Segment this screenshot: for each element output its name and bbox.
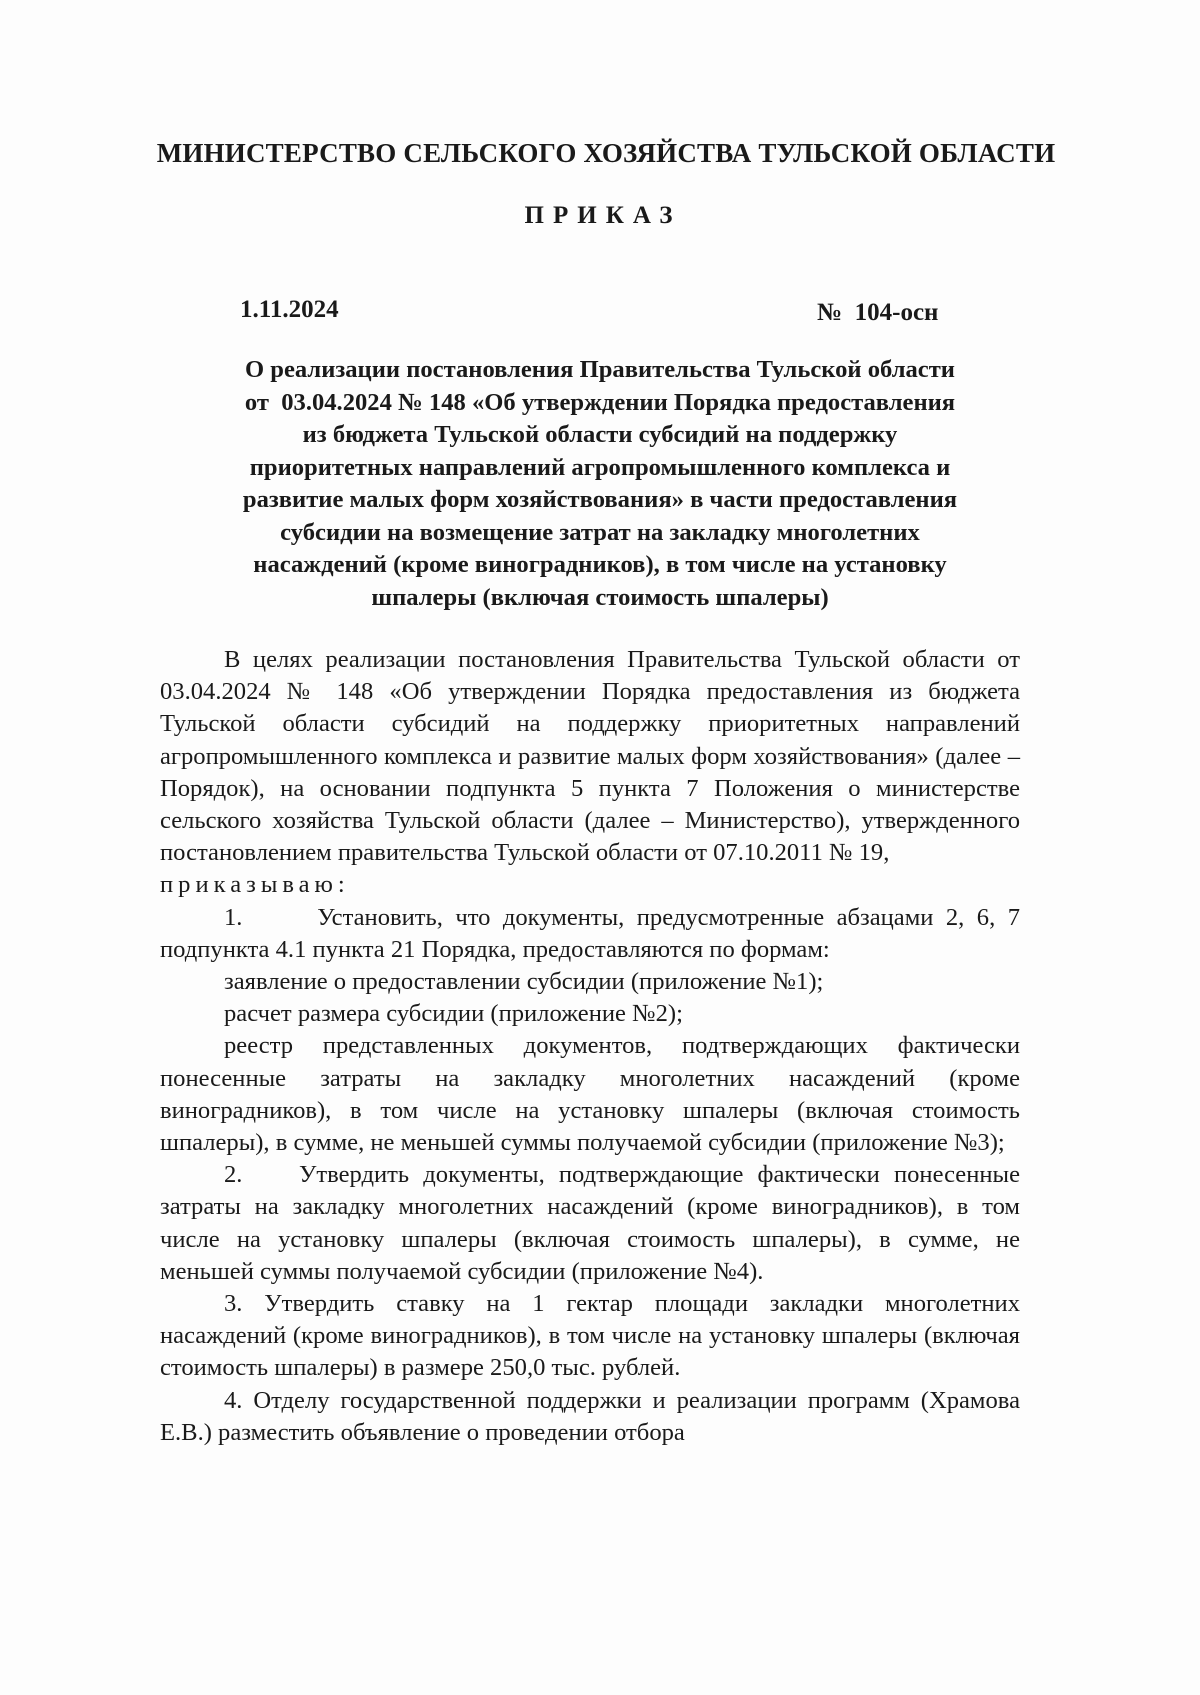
order-directive (160, 869, 1020, 901)
item-4 (160, 1385, 1020, 1449)
order-date: 1.11.2024 (240, 296, 339, 323)
item-1-form-3-text: реестр представленных документов, подтверждающих фактически понесенные затраты на закладку многолетних насаждений (кроме виноградников), в том числе на установку шпалеры (включая стоимость шпалеры), в сумме, не меньшей суммы получаемой субсидии (приложение №3); (160, 1032, 1020, 1157)
ministry-name: МИНИСТЕРСТВО СЕЛЬСКОГО ХОЗЯЙСТВА ТУЛЬСКОЙ ОБЛАСТИ (156, 138, 1056, 168)
order-number-text: № 104-осн (817, 299, 939, 326)
subject-line: субсидии на возмещение затрат на закладку многолетних (280, 518, 920, 546)
preamble-text: В целях реализации постановления Правительства Тульской области от 03.04.2024 № 148 «Об утверждении Порядка предоставления из бюджета Тульской области субсидий на поддержку приоритетных направлений агропромышленного комплекса и развитие малых форм хозяйствования» (далее – Порядок), на основании подпункта 5 пункта 7 Положения о министерстве сельского хозяйства Тульской области (далее – Министерство), утвержденного постановлением правительства Тульской области от 07.10.2011 № 19, (160, 646, 1020, 867)
subject-line: шпалеры (включая стоимость шпалеры) (371, 583, 829, 611)
order-directive-text: приказываю: (160, 871, 350, 899)
item-2-text: 2. Утвердить документы, подтверждающие фактически понесенные затраты на закладку многолетних насаждений (кроме виноградников), в том числе на установку шпалеры (включая стоимость шпалеры), в сумме, не меньшей суммы получаемой субсидии (приложение №4). (160, 1161, 1027, 1285)
order-body (160, 644, 1027, 1449)
item-1-form-2-text: расчет размера субсидии (приложение №2); (224, 1000, 683, 1028)
item-1-form-1 (160, 966, 1020, 998)
subject-line: развитие малых форм хозяйствования» в части предоставления (242, 486, 958, 513)
item-1-text: 1. Установить, что документы, предусмотренные абзацами 2, 6, 7 подпункта 4.1 пункта 21 Порядка, предоставляются по формам: (160, 903, 1027, 963)
document-type: ПРИКАЗ (524, 202, 682, 229)
item-1-form-2 (160, 998, 1020, 1030)
preamble-paragraph (160, 644, 1020, 869)
item-1-form-1-text: заявление о предоставлении субсидии (приложение №1); (224, 968, 824, 996)
subject-line: приоритетных направлений агропромышленного комплекса и (249, 453, 951, 481)
subject-line: насаждений (кроме виноградников), в том числе на установку (253, 551, 947, 578)
subject-line: О реализации постановления Правительства Тульской области (245, 356, 955, 383)
item-1-form-3 (160, 1030, 1020, 1159)
subject-line: из бюджета Тульской области субсидий на поддержку (302, 421, 898, 448)
order-subject (150, 354, 1050, 614)
item-3 (160, 1288, 1020, 1385)
item-2 (160, 1159, 1027, 1288)
item-3-text: 3. Утвердить ставку на 1 гектар площади закладки многолетних насаждений (кроме виноградников), в том числе на установку шпалеры (включая стоимость шпалеры) в размере 250,0 тыс. рублей. (160, 1290, 1020, 1382)
order-number (817, 299, 938, 327)
item-4-text: 4. Отделу государственной поддержки и реализации программ (Храмова Е.В.) разместить объявление о проведении отбора (160, 1386, 1020, 1446)
subject-line: от 03.04.2024 № 148 «Об утверждении Порядка предоставления (244, 388, 956, 416)
item-1 (160, 902, 1027, 966)
